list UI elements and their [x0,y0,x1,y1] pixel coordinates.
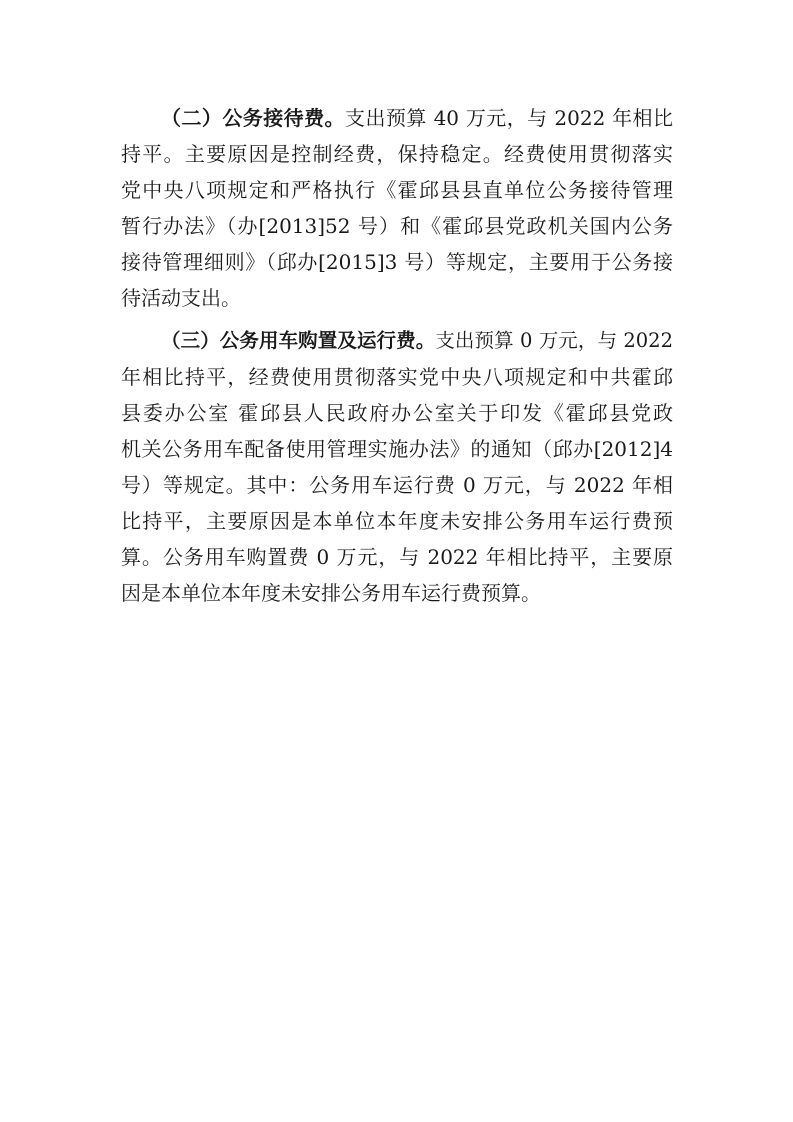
paragraph-reception-expense-line-4: 暂行办法》（办[2013]52 号）和《霍邱县党政机关国内公务 [121,214,673,238]
paragraph-reception-expense-line-6: 待活动支出。 [121,286,241,310]
paragraph-reception-expense-line-1 [121,100,673,136]
section-heading-reception-expense: （二）公务接待费。 [161,106,345,130]
section-heading-vehicle-expense: （三）公务用车购置及运行费。 [161,329,436,352]
paragraph-text: 支出预算 0 万元，与 2022 [435,329,673,352]
paragraph-vehicle-expense-line-1 [121,323,673,359]
paragraph-vehicle-expense-line-7: 算。公务用车购置费 0 万元，与 2022 年相比持平，主要原 [121,545,673,569]
paragraph-vehicle-expense-line-2: 年相比持平，经费使用贯彻落实党中央八项规定和中共霍邱 [121,365,673,389]
document-body [121,100,673,611]
paragraph-vehicle-expense-line-3: 县委办公室 霍邱县人民政府办公室关于印发《霍邱县党政 [121,401,673,425]
paragraph-vehicle-expense-line-6: 比持平，主要原因是本单位本年度未安排公务用车运行费预 [121,509,673,533]
paragraph-reception-expense-line-3: 党中央八项规定和严格执行《霍邱县县直单位公务接待管理 [121,178,673,202]
paragraph-reception-expense-line-2: 持平。主要原因是控制经费，保持稳定。经费使用贯彻落实 [121,142,673,166]
paragraph-vehicle-expense-line-8: 因是本单位本年度未安排公务用车运行费预算。 [121,581,541,605]
paragraph-vehicle-expense-line-4: 机关公务用车配备使用管理实施办法》的通知（邱办[2012]4 [121,437,673,461]
paragraph-vehicle-expense-line-5: 号）等规定。其中：公务用车运行费 0 万元，与 2022 年相 [121,473,673,497]
paragraph-reception-expense-line-5: 接待管理细则》（邱办[2015]3 号）等规定，主要用于公务接 [121,250,673,274]
paragraph-text: 支出预算 40 万元，与 2022 年相比 [345,106,673,130]
